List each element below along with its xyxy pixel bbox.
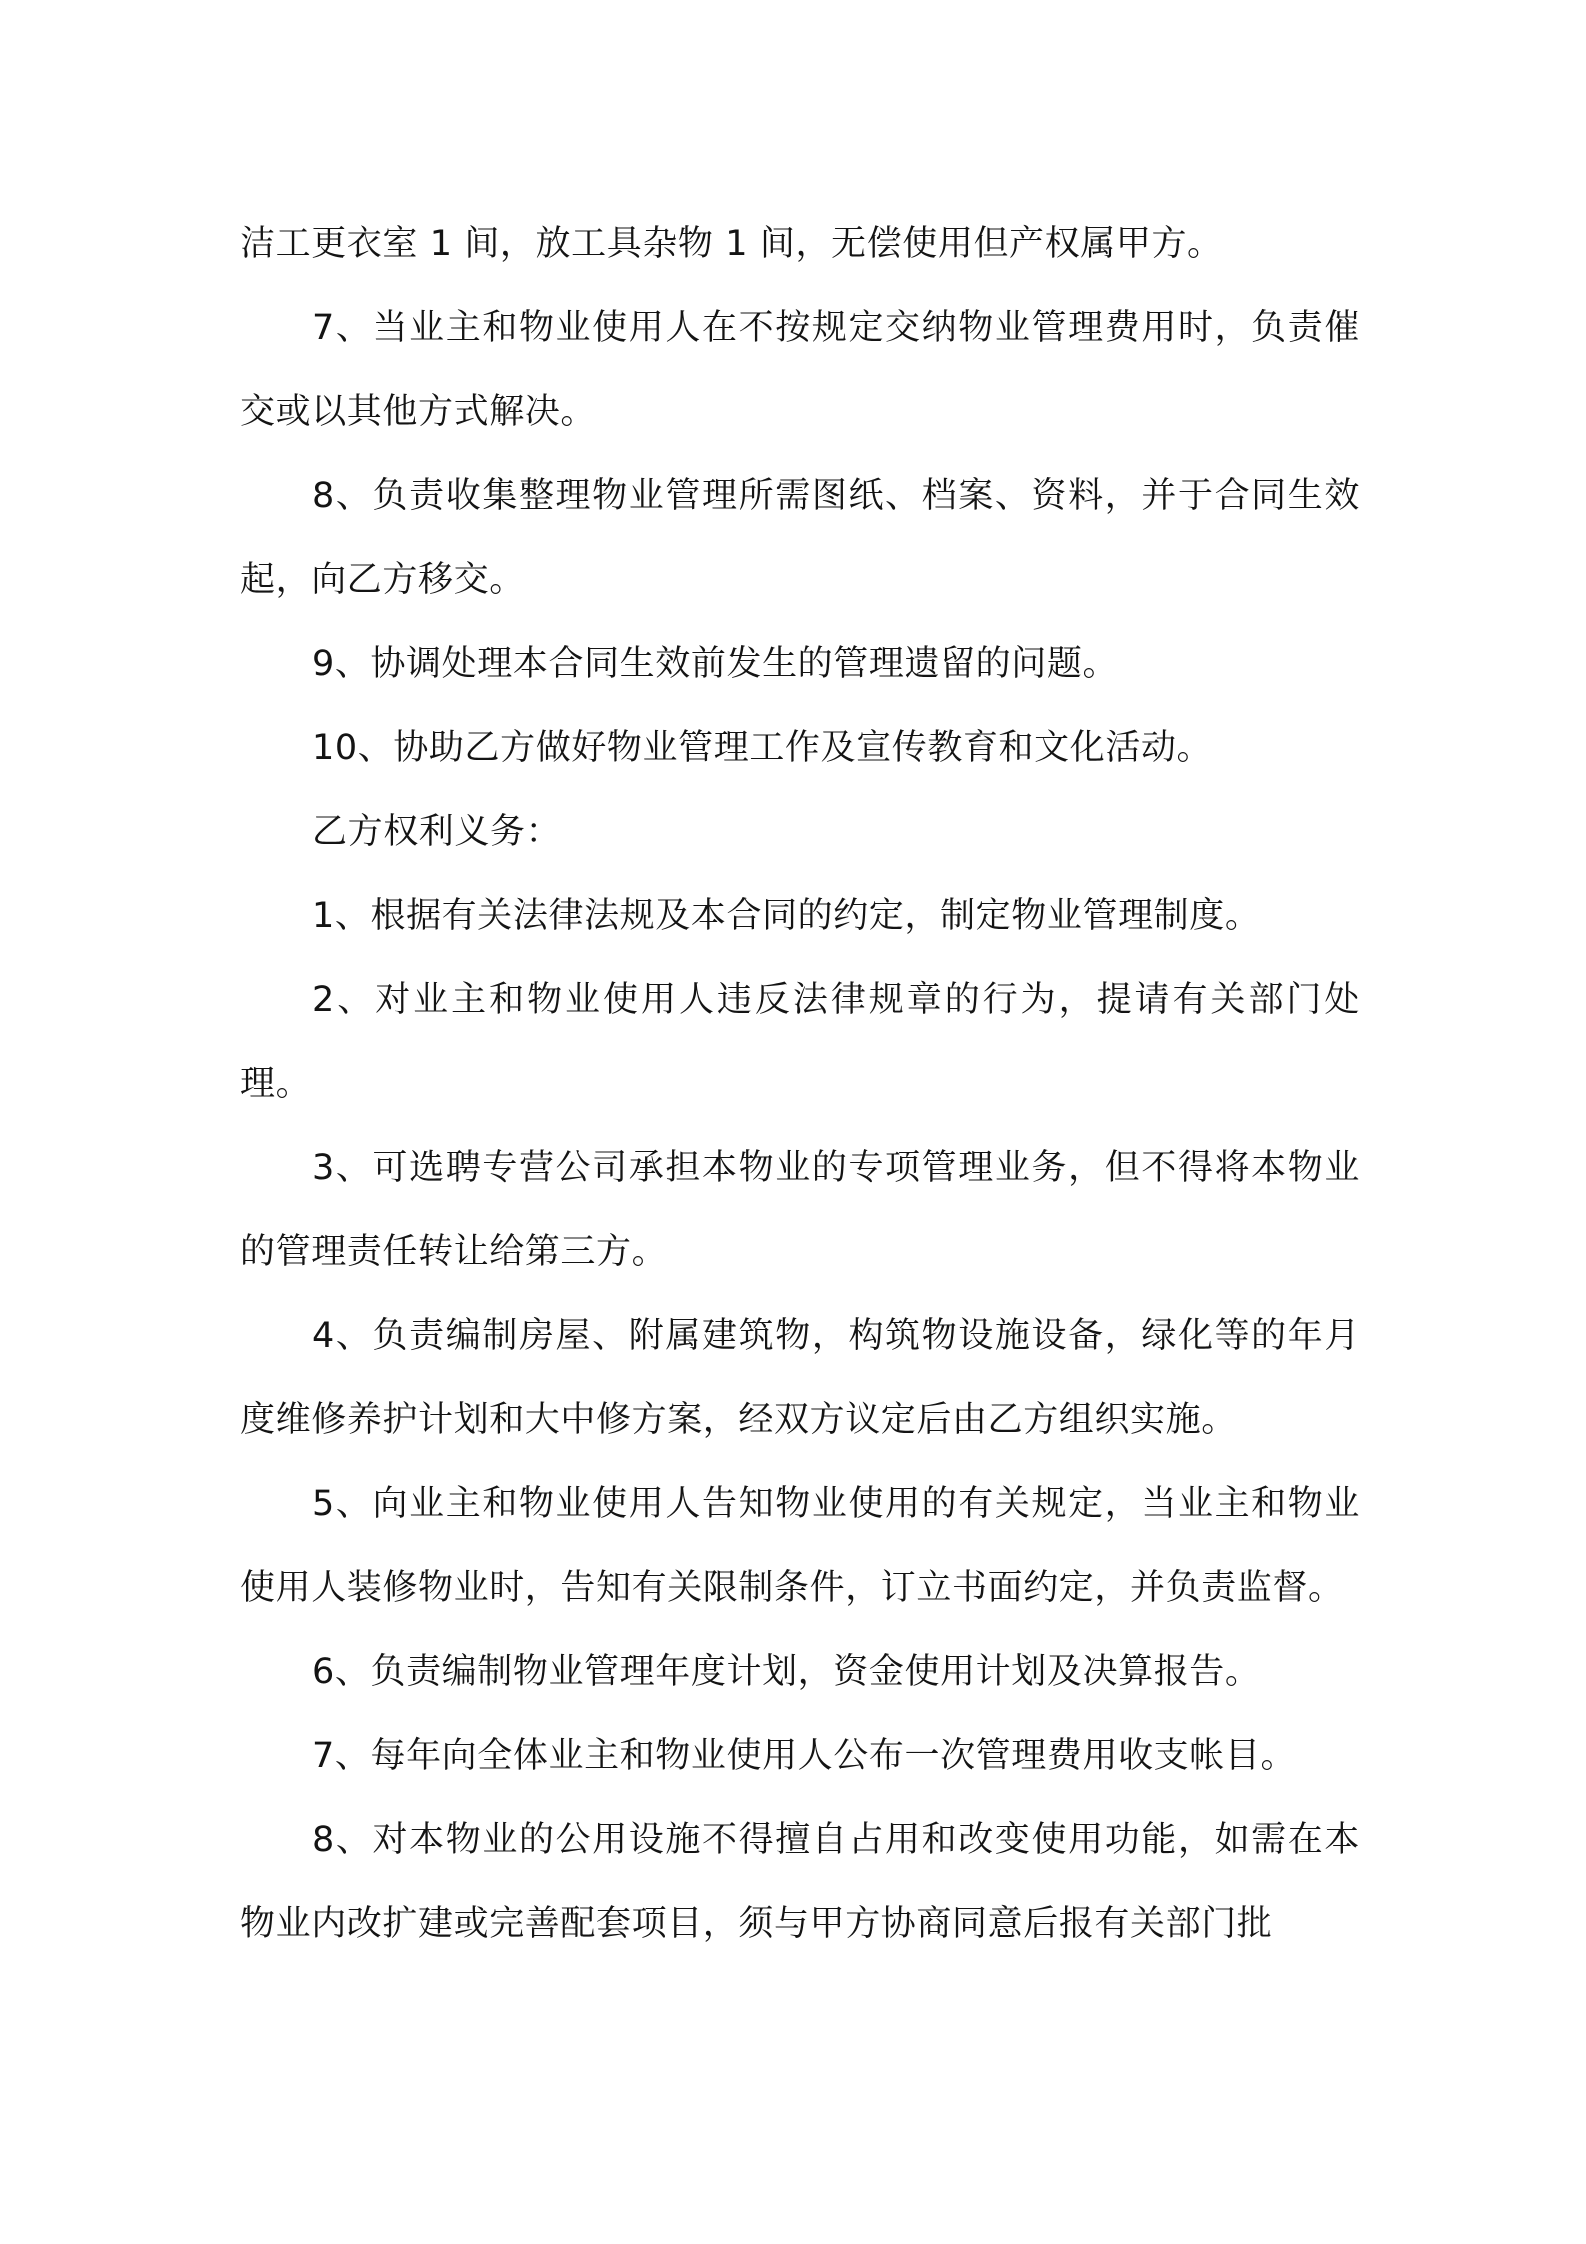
paragraph-b-item-3: 3、可选聘专营公司承担本物业的专项管理业务，但不得将本物业的管理责任转让给第三方。	[240, 1148, 1360, 1272]
paragraph-item-10-assist: 10、协助乙方做好物业管理工作及宣传教育和文化活动。	[312, 728, 1213, 768]
paragraph-item-9-legacy-issues: 9、协调处理本合同生效前发生的管理遗留的问题。	[312, 644, 1119, 684]
paragraph-b-item-5: 5、向业主和物业使用人告知物业使用的有关规定，当业主和物业使用人装修物业时，告知有关限制条件，订立书面约定，并负责监督。	[240, 1484, 1360, 1608]
paragraph-item-8-documents-handover: 8、负责收集整理物业管理所需图纸、档案、资料，并于合同生效起，向乙方移交。	[240, 476, 1360, 600]
paragraph-b-item-8: 8、对本物业的公用设施不得擅自占用和改变使用功能，如需在本物业内改扩建或完善配套项目，须与甲方协商同意后报有关部门批	[240, 1820, 1360, 1944]
paragraph-item-7-fee-collection: 7、当业主和物业使用人在不按规定交纳物业管理费用时，负责催交或以其他方式解决。	[240, 308, 1360, 432]
paragraph-b-item-7: 7、每年向全体业主和物业使用人公布一次管理费用收支帐目。	[312, 1736, 1297, 1776]
paragraph-b-item-2: 2、对业主和物业使用人违反法律规章的行为，提请有关部门处理。	[240, 980, 1360, 1104]
document-body	[240, 202, 1360, 1966]
paragraph-continuation: 洁工更衣室 1 间，放工具杂物 1 间，无偿使用但产权属甲方。	[240, 224, 1223, 264]
paragraph-b-item-6: 6、负责编制物业管理年度计划，资金使用计划及决算报告。	[312, 1652, 1261, 1692]
paragraph-b-item-4: 4、负责编制房屋、附属建筑物，构筑物设施设备，绿化等的年月度维修养护计划和大中修方案，经双方议定后由乙方组织实施。	[240, 1316, 1360, 1440]
section-heading-party-b-rights: 乙方权利义务：	[312, 812, 562, 852]
paragraph-b-item-1: 1、根据有关法律法规及本合同的约定，制定物业管理制度。	[312, 896, 1261, 936]
